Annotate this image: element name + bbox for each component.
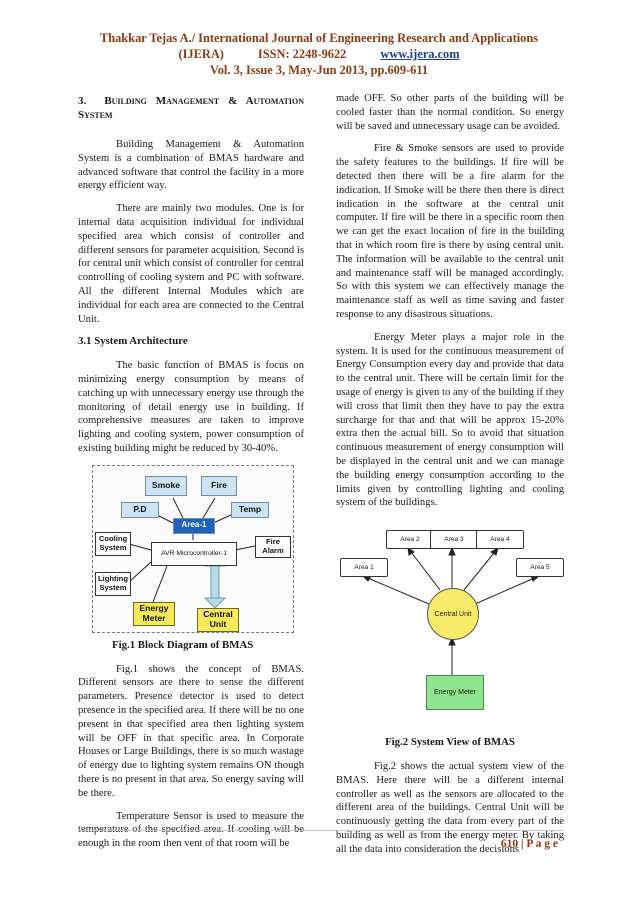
paragraph-energy-meter: Energy Meter plays a major role in the system. It is used for the continuous measurement of Energy Consumption every day and provide that data to the central unit. There will be certain limit for the usage of energy is given to any of the building if they will cross that limit then they have to pay the extra surcharge for that and that will be approx 15-20% extra then the actual bill. So to avoid that situation continuous measurement of energy consumption will be displayed in the central unit and we can manage the building energy consumption according to the limits given by controlling lighting and cooling system of the buildings. [336, 331, 564, 509]
journal-header [0, 30, 638, 78]
paragraph-bmas-intro: Building Management & Automation System is a combination of BMAS hardware and advanced software that control the facility in a more energy efficient way. [78, 139, 304, 192]
paragraph-architecture: The basic function of BMAS is focus on minimizing energy consumption by means of catching up with unnecessary energy use through the monitoring of detail energy use in building. If comprehensive measures are taken to improve lighting and cooling system, power consumption of existing building might be reduced by 30-40%. [78, 360, 304, 454]
energy-meter-block: Energy Meter [133, 602, 175, 626]
figure-1-block-diagram [92, 465, 294, 633]
paragraph-vent-continued: made OFF. So other parts of the building will be cooled faster than the normal condition. So energy will be saved and unnecessary usage can be avoided. [336, 93, 564, 132]
header-issn: ISSN: 2248-9622 [257, 47, 347, 61]
figure-2-system-view [336, 530, 564, 730]
paragraph-modules: There are mainly two modules. One is for internal data acquisition individual for individual specified area which consist of controller and different sensors for parameter acquisition. Second is for central unit which consist of controller for central controlling of cooling system and PC with software. All the different Internal Modules which are individual for each area are connected to the Central Unit. [78, 203, 304, 325]
area-1-box: Area 1 [340, 558, 388, 577]
area-2-box: Area 2 [386, 530, 434, 549]
energy-meter-node: Energy Meter [426, 675, 484, 710]
section-heading [78, 94, 304, 122]
fire-alarm-block: Fire Alarm [255, 536, 291, 558]
paragraph-temperature-sensor: Temperature Sensor is used to measure the temperature of the specified area. If cooling will be enough in the room then vent of that room will be [78, 810, 304, 850]
header-journal: (IJERA) [178, 47, 224, 61]
footer-rule [78, 830, 564, 831]
subsection-heading: 3.1 System Architecture [78, 335, 188, 348]
header-url-link[interactable]: www.ijera.com [380, 47, 460, 61]
central-unit-block: Central Unit [197, 608, 239, 632]
paragraph-fig1-description: Fig.1 shows the concept of BMAS. Different sensors are there to sense the different parameters. Presence detector is used to detect presence in the specified area. If there will be no one present in that specified area then lighting system will be OFF in that specific area. In Corporate Houses or Large Buildings, there is so much wastage of energy due to lighting system remains ON though there is no present in that area. So energy saving will be there. [78, 663, 304, 799]
area-5-box: Area 5 [516, 558, 564, 577]
paragraph-fire-smoke: Fire & Smoke sensors are used to provide the safety features to the buildings. If fire will be detected then there will be a fire alarm for the indication. If Smoke will be there then there is direct indication in the software at the central unit computer. If fire will be there in a specific room then we can get the exact location of fire in the building that in which room fire is there by using central unit. The information will be available to the central unit and maintenance staff will be managed accordingly. So with this system we can effectively manage the maintenance staff as well as time saving and faster response to any disastrous situations. [336, 143, 564, 320]
header-line-2 [0, 46, 638, 62]
fire-sensor-block: Fire [201, 476, 237, 496]
figure-1-caption: Fig.1 Block Diagram of BMAS [112, 638, 254, 651]
page-number: 610 | P a g e [500, 838, 558, 850]
smoke-sensor-block: Smoke [145, 476, 187, 496]
left-column [78, 94, 304, 860]
cooling-system-block: Cooling System [95, 532, 131, 556]
avr-microcontroller-block: AVR Microcontroller-1 [151, 542, 237, 566]
header-line-3: Vol. 3, Issue 3, May-Jun 2013, pp.609-611 [209, 63, 429, 77]
paragraph-fig2-description: Fig.2 shows the actual system view of the BMAS. Here there will be a different internal controller as well as the sensors are allocated to the different area of the buildings. Central Unit will be continuously getting the data from every part of the building as well as from the energy meter. By taking all the data into consideration the decisions [336, 760, 564, 855]
header-line-1: Thakkar Tejas A./ International Journal of Engineering Research and Applications [99, 31, 539, 45]
figure-2-caption: Fig.2 System View of BMAS [385, 736, 515, 749]
lighting-system-block: Lighting System [95, 572, 131, 596]
central-unit-node: Central Unit [427, 588, 479, 640]
presence-detector-block: P.D [121, 502, 159, 518]
area-1-block: Area-1 [173, 518, 215, 534]
section-number: 3. [78, 95, 87, 107]
section-title: Building Management & Automation System [78, 95, 304, 121]
right-column [336, 92, 564, 865]
area-4-box: Area 4 [476, 530, 524, 549]
temperature-sensor-block: Temp [231, 502, 269, 518]
area-3-box: Area 3 [430, 530, 478, 549]
